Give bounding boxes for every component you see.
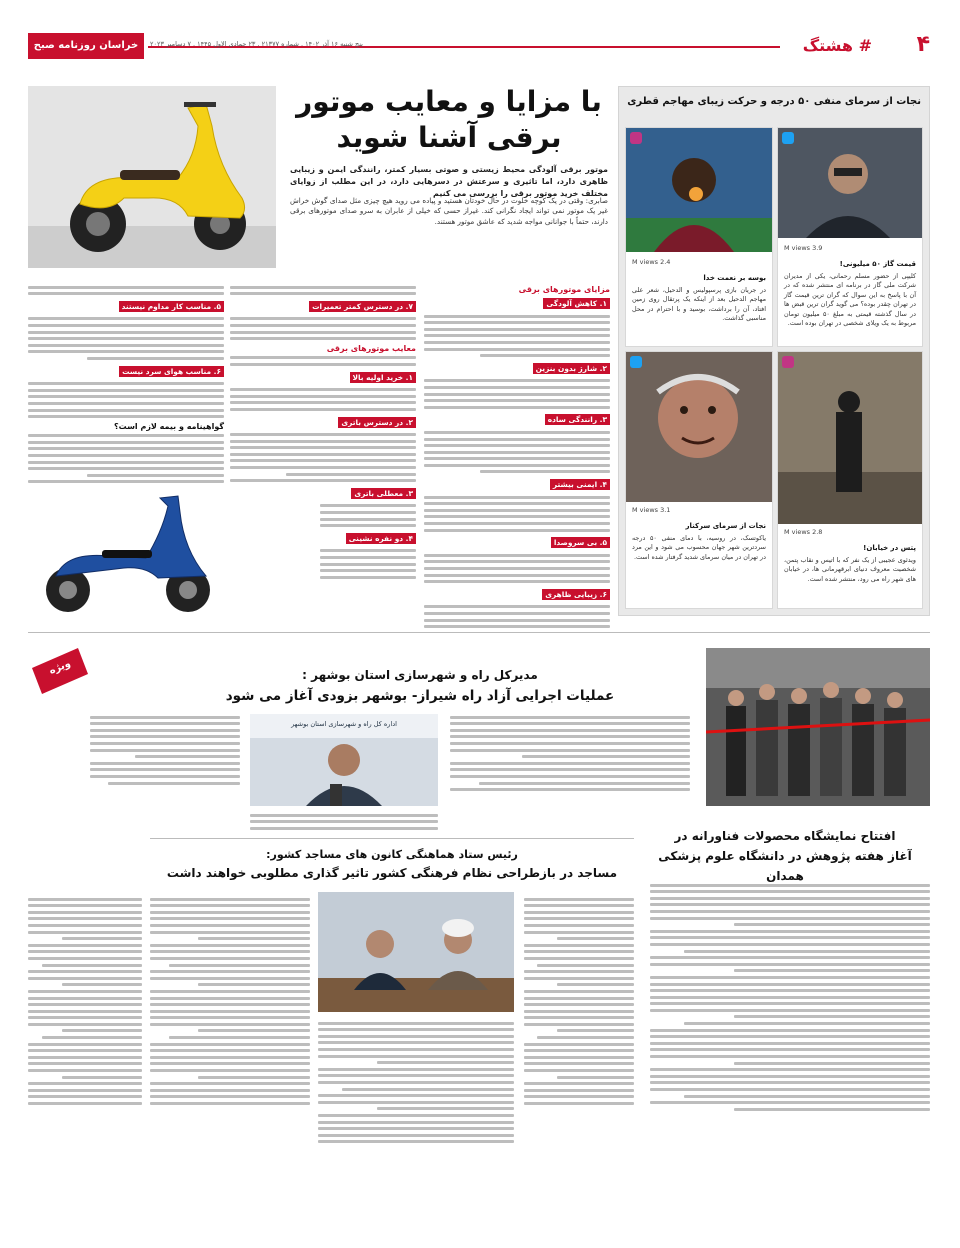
hamedan-body [650, 880, 930, 1114]
scooter-intro: صابری: وقتی در یک کوچه خلوت در حال خودتان هستید و پیاده می روید هیچ چیزی مثل صدای گوش خراش غیر یک موتور نمی تواند ایجاد نگرانی کند. غیراز حسی که خیلی از عابران به سرو صدای موتورهای برقی دارند، حتماً با جوانانی مواجه شدید که عاشق موتور هستند. [290, 196, 608, 226]
card-text: یاکوتسک، در روسیه، با دمای منفی ۵۰ درجه سردترین شهر جهان محسوب می شود و این مرد در تهران در میان سرمای شدید گرفتار شده است. [632, 534, 766, 561]
license-heading: گواهینامه و بیمه لازم است؟ [113, 421, 224, 431]
scooter-col-right [424, 282, 610, 632]
disadvantage-5: ۵. مناسب کار مداوم نیستند [119, 301, 224, 312]
mosque-col-1 [524, 894, 634, 1109]
blue-scooter-photo [28, 492, 300, 614]
card-caption: قیمت گاز ۵۰ میلیونی! [839, 260, 916, 268]
newspaper-logo: خراسان روزنامه صبح ایران [28, 33, 144, 59]
card-photo [626, 128, 772, 252]
card-views: 3.1 M views [632, 506, 671, 514]
section-divider [28, 632, 930, 633]
advantage-3: ۳. رانندگی ساده [545, 414, 610, 425]
special-badge-label: ویژه [47, 658, 73, 677]
page-number: ۴ [916, 32, 930, 57]
advantage-4: ۴. ایمنی بیشتر [550, 479, 610, 490]
bushehr-caption [250, 810, 438, 833]
mosque-meeting-photo [318, 892, 514, 1012]
scooter-headline [290, 84, 608, 156]
hamedan-headline [640, 826, 930, 886]
bushehr-kicker: مدیرکل راه و شهرسازی استان بوشهر : [302, 668, 538, 682]
yellow-scooter-photo [28, 86, 276, 268]
card-caption: نجات از سرمای سرکنار [685, 522, 766, 530]
social-card-qatar-player [625, 127, 773, 347]
mosque-col-4 [28, 894, 142, 1109]
instagram-icon [630, 132, 642, 144]
mosque-kicker: رئیس ستاد هماهنگی کانون های مساجد کشور: [266, 848, 518, 861]
advantage-1: ۱. کاهش آلودگی [543, 298, 610, 309]
disadvantage-6: ۶. مناسب هوای سرد نیست [119, 366, 224, 377]
card-views: 3.9 M views [784, 244, 823, 252]
instagram-icon [782, 356, 794, 368]
card-views: 2.8 M views [784, 528, 823, 536]
advantage-2: ۲. شارژ بدون بنزین [533, 363, 610, 374]
social-card-frozen-man [625, 351, 773, 609]
special-badge [28, 646, 92, 696]
advantages-heading: مزایای موتورهای برقی [518, 285, 610, 294]
disadvantage-2: ۲. در دسترس باتری [338, 417, 416, 428]
bushehr-official-photo [250, 714, 438, 806]
scooter-headline-line2: برقی آشنا شوید [336, 121, 562, 154]
social-media-panel [618, 86, 930, 616]
card-caption: پتس در خیابان! [863, 544, 916, 552]
mosque-col-3 [150, 894, 310, 1109]
bushehr-col-left [90, 712, 240, 788]
advantage-5: ۵. بی سروصدا [551, 537, 610, 548]
twitter-icon [782, 132, 794, 144]
advantage-6: ۶. زیبایی ظاهری [542, 589, 610, 600]
card-photo [626, 352, 772, 502]
mosque-col-2 [318, 1018, 514, 1147]
card-caption: بوسه بر نعمت خدا [703, 274, 766, 282]
mosque-headline: مساجد در بازطراحی نظام فرهنگی کشور تاثیر گذاری مطلوبی خواهند داشت [166, 866, 618, 880]
card-photo [778, 128, 922, 238]
advantage-7: ۷. در دسترس کمتر تعمیرات [309, 301, 416, 312]
card-text: ویدئوی عجیبی از یک نفر که با اتیس و نقاب پتمن، شخصیت معروف دنیای ابرقهرمانی ها، در خیابان های شهر راه می رود، منتشر شده است. [784, 556, 916, 583]
scooter-headline-line1: با مزایا و معایب موتور [296, 85, 602, 118]
card-views: 2.4 M views [632, 258, 671, 266]
bushehr-headline: عملیات اجرایی آزاد راه شیراز- بوشهر بزودی آغاز می شود [225, 688, 615, 704]
card-text: کلیپی از حضور مسلم رحمانی، یکی از مدیران شرکت ملی گاز در برنامه ای منتشر شده که در آن با پاسخ به این سوال که گران ترین قیمت گاز در تهران چقدر بوده؟ می گوید گران ترین قبض ها در سال گذشته قیمتی به مبلغ ۵۰ میلیون تومان مربوط به یک ویلای شخصی در تهران بوده است. [784, 272, 916, 328]
disadvantage-4: ۴. دو نفره نشینی [346, 533, 416, 544]
scooter-col-left [28, 282, 224, 487]
date-line: پنج شنبه ۱۶ آذر ۱۴۰۲ . شماره ۲۱۳۷۷ . ۲۳ جمادی الاول ۱۴۴۵ . ۷ دسامبر ۲۰۲۳ [150, 40, 363, 48]
mosque-divider [150, 838, 634, 839]
scooter-lead: موتور برقی آلودگی محیط زیستی و صوتی بسیار کمتر، رانندگی ایمن و زیبایی ظاهری دارد، اما تاثیری و سرعتش در دسرهایی دارد، در این مطلب از زوایای مختلف خرید موتور برقی را بررسی می کنیم [290, 165, 608, 198]
hamedan-headline-line1: افتتاح نمایشگاه محصولات فناورانه در [674, 829, 896, 843]
hamedan-exhibition-photo [706, 648, 930, 806]
bushehr-col-right [450, 712, 690, 795]
page-header [28, 30, 930, 77]
card-photo [778, 352, 922, 524]
social-panel-title: نجات از سرمای منفی ۵۰ درجه و حرکت زیبای مهاجم قطری [627, 96, 921, 107]
card-text: در جریان بازی پرسپولیس و الدحیل، شعر علی مهاجم الدحیل بعد از اینکه یک پرتقال روی زمین افتاد، آن را برداشت، بوسید و با احترام در محل مناسبی گذاشت. [632, 286, 766, 323]
hamedan-headline-line2: آغاز هفته پژوهش در دانشگاه علوم پزشکی همدان [658, 849, 912, 883]
twitter-icon [630, 356, 642, 368]
disadvantage-1: ۱. خرید اولیه بالا [350, 372, 416, 383]
social-card-street-batman [777, 351, 923, 609]
disadvantages-heading: معایب موتورهای برقی [326, 343, 416, 353]
disadvantage-3: ۳. معطلی باتری [351, 488, 416, 499]
section-title: # هشتگ [802, 36, 872, 55]
photo-banner: اداره کل راه و شهرسازی استان بوشهر [291, 720, 397, 728]
social-card-gas-price [777, 127, 923, 347]
